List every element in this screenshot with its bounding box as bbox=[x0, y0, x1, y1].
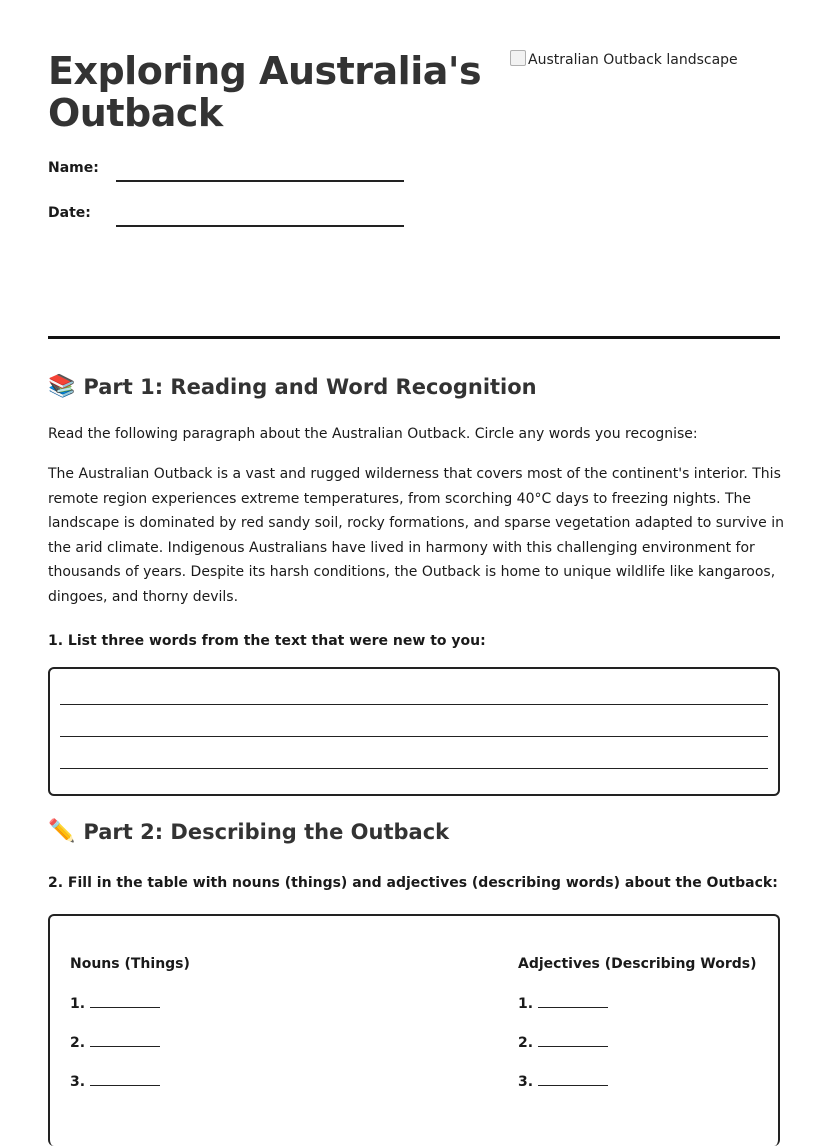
adjective-blank[interactable] bbox=[538, 995, 608, 1008]
nouns-header: Nouns (Things) bbox=[70, 956, 190, 972]
adjective-item-1[interactable]: 1. bbox=[518, 995, 608, 1012]
noun-item-2[interactable]: 2. bbox=[70, 1034, 160, 1051]
books-icon: 📚 bbox=[48, 374, 76, 399]
word-table bbox=[48, 914, 780, 1146]
noun-blank[interactable] bbox=[90, 1034, 160, 1047]
adjectives-header: Adjectives (Describing Words) bbox=[518, 956, 757, 972]
noun-item-1[interactable]: 1. bbox=[70, 995, 160, 1012]
question-1: 1. List three words from the text that were new to you: bbox=[48, 633, 486, 649]
date-field[interactable] bbox=[116, 225, 404, 227]
page-title: Exploring Australia's Outback bbox=[48, 49, 482, 135]
answer-line-1[interactable] bbox=[60, 704, 768, 705]
name-field[interactable] bbox=[116, 180, 404, 182]
reading-paragraph: The Australian Outback is a vast and rugged wilderness that covers most of the continent's interior. This remote region experiences extreme temperatures, from scorching 40°C days to freezing nights. The landscape is dominated by red sandy soil, rocky formations, and sparse vegetation adapted to survive in the arid climate. Indigenous Australians have lived in harmony with this challenging environment for thousands of years. Despite its harsh conditions, the Outback is home to unique wildlife like kangaroos, dingoes, and thorny devils. bbox=[48, 466, 784, 605]
outback-image bbox=[510, 52, 738, 68]
part1-heading bbox=[48, 375, 537, 399]
image-alt-text: Australian Outback landscape bbox=[528, 52, 738, 68]
broken-image-icon bbox=[510, 50, 526, 66]
answer-line-2[interactable] bbox=[60, 736, 768, 737]
adjective-blank[interactable] bbox=[538, 1073, 608, 1086]
section-divider bbox=[48, 336, 780, 339]
part2-heading-text: Part 2: Describing the Outback bbox=[83, 820, 450, 844]
part1-instruction: Read the following paragraph about the Australian Outback. Circle any words you recognise: bbox=[48, 426, 698, 442]
part1-heading-text: Part 1: Reading and Word Recognition bbox=[83, 375, 537, 399]
answer-box-1 bbox=[48, 667, 780, 796]
pencil-icon: ✏️ bbox=[48, 819, 76, 844]
adjective-item-2[interactable]: 2. bbox=[518, 1034, 608, 1051]
answer-line-3[interactable] bbox=[60, 768, 768, 769]
noun-blank[interactable] bbox=[90, 995, 160, 1008]
date-label: Date: bbox=[48, 205, 91, 221]
noun-item-3[interactable]: 3. bbox=[70, 1073, 160, 1090]
question-2: 2. Fill in the table with nouns (things) and adjectives (describing words) about the Outback: bbox=[48, 875, 778, 891]
name-label: Name: bbox=[48, 160, 99, 176]
noun-blank[interactable] bbox=[90, 1073, 160, 1086]
adjective-item-3[interactable]: 3. bbox=[518, 1073, 608, 1090]
part2-heading bbox=[48, 820, 449, 844]
adjective-blank[interactable] bbox=[538, 1034, 608, 1047]
